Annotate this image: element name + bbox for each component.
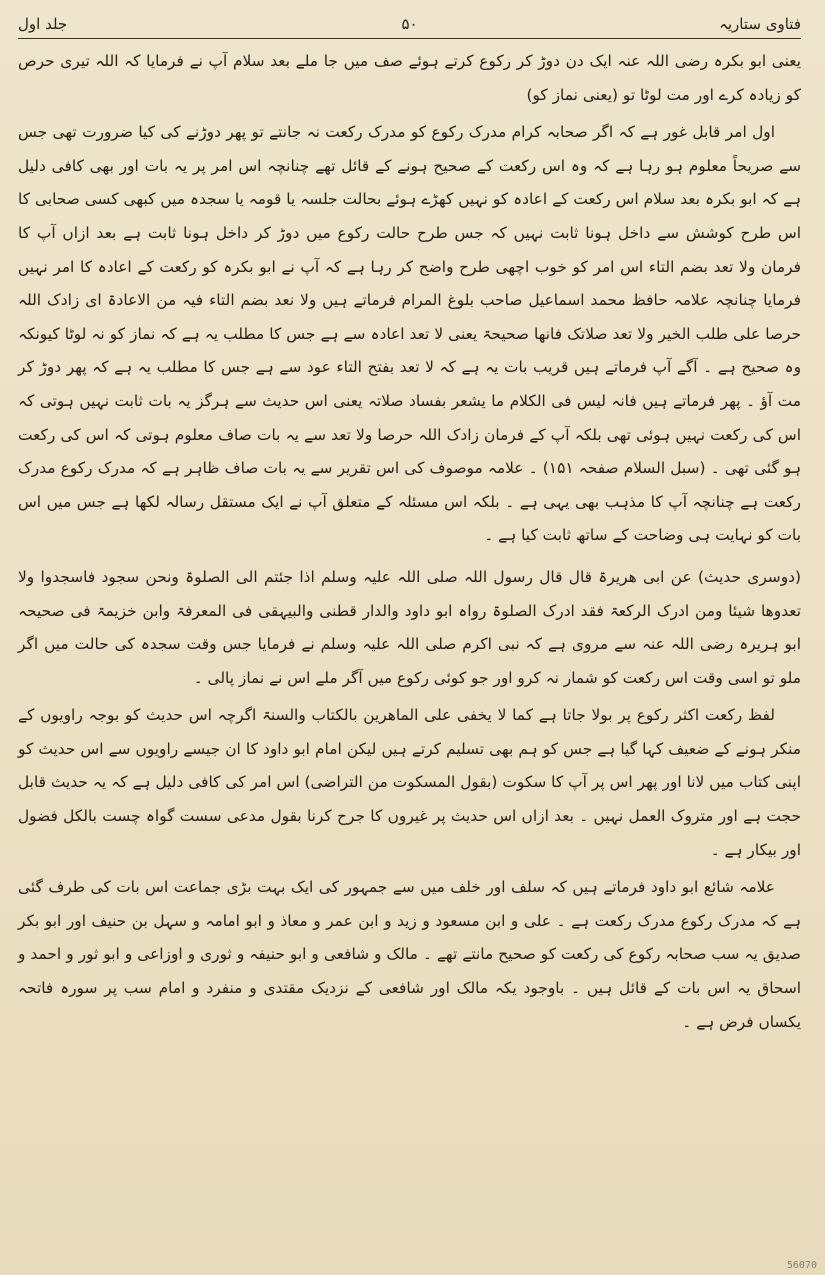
page-header <box>18 12 801 39</box>
paragraph-hadith-narration: یعنی ابو بکرہ رضی اللہ عنہ ایک دن دوڑ کر رکوع کرتے ہوئے صف میں جا ملے بعد سلام آپ نے فرمایا کہ اللہ تیری حرص کو زیادہ کرے اور مت لوٹا تو (یعنی نماز کو) <box>18 52 801 104</box>
paragraph-first-argument: اول امر قابل غور ہے کہ اگر صحابہ کرام مدرک رکوع کو مدرک رکعت نہ جانتے تو پھر دوڑنے کی کیا ضرورت تھی جس سے صریحاً معلوم ہو رہا ہے کہ وہ اس رکعت کے صحیح ہونے کے قائل تھے چنانچہ اس امر پر یہ بات اور بھی کافی دلیل ہے کہ ابو بکرہ بعد سلام اس رکعت کے اعادہ کو نہیں کھڑے ہوئے بحالت جلسہ یا قومہ یا سجدہ میں کبھی کسی صحابی کا اس طرح کوشش سے داخل ہونا ثابت نہیں کہ جس طرح حالت رکوع میں دوڑ کر داخل ہونا ثابت ہے بعد ازاں آپ کا فرمان ولا تعد بضم التاء اس امر کو خوب اچھی طرح واضح کر رہا ہے کہ آپ نے ابو بکرہ کو رکعت کے اعادہ کا امر نہیں فرمایا چنانچہ علامہ حافظ محمد اسماعیل صاحب بلوغ المرام فرماتے ہیں ولا نعد بضم التاء فیہ من الاعادۃ ای زادک اللہ حرصا علی طلب الخیر ولا تعد صلاتک فانھا صحیحۃ یعنی لا تعد اعادہ سے ہے جس کا مطلب یہ ہے کہ نماز کو نہ لوٹا کیونکہ وہ صحیح ہے ۔ آگے آپ فرماتے ہیں قریب بات یہ ہے کہ لا تعد بفتح التاء عود سے ہے جس کا مطلب یہ ہے کہ پھر دوڑ کر مت آؤ ۔ پھر فرماتے ہیں فانہ لیس فی الکلام ما یشعر بفساد صلاتہ یعنی اس حدیث سے ہرگز یہ بات ثابت نہیں ہوتی کہ اس کی رکعت نہیں ہوئی تھی بلکہ آپ کے فرمان زادک اللہ حرصا ولا تعد سے یہ بات صاف معلوم ہوتی کہ اس کی رکعت ہو گئی تھی ۔ (سبل السلام صفحہ ۱۵۱) ۔ علامہ موصوف کی اس تقریر سے یہ بات صاف ظاہر ہے کہ مدرک رکوع مدرک رکعت ہے چنانچہ آپ کا مذہب بھی یہی ہے ۔ بلکہ اس مسئلہ کے متعلق آپ نے ایک مستقل رسالہ لکھا ہے جس میں اس بات کو نہایت ہی وضاحت کے ساتھ ثابت کیا ہے ۔ <box>18 123 801 545</box>
page-number: ۵۰ <box>401 15 418 33</box>
paragraph-second-hadith: (دوسری حدیث) عن ابی ھریرۃ قال قال رسول اللہ صلی اللہ علیہ وسلم اذا جئتم الی الصلوۃ ونحن سجود فاسجدوا ولا تعدوھا شیئا ومن ادرک الرکعۃ فقد ادرک الصلوۃ رواہ ابو داود والدار قطنی والبیہقی فی المعرفۃ وابن خزیمۃ فی صحیحہ ابو ہریرہ رضی اللہ عنہ سے مروی ہے کہ نبی اکرم صلی اللہ علیہ وسلم نے فرمایا جس وقت سجدہ کی حالت میں اگر ملو تو اسی وقت اس رکعت کو شمار نہ کرو اور جو کوئی رکوع میں آگر ملے اس نے نماز پالی ۔ <box>18 567 801 687</box>
page-body <box>18 39 801 1039</box>
paragraph-word-rakat: لفظ رکعت اکثر رکوع پر بولا جاتا ہے کما لا یخفی علی الماھرین بالکتاب والسنۃ اگرچہ اس حدیث کو بوجہ راویوں کے منکر ہونے کے ضعیف کہا گیا ہے جس کو ہم بھی تسلیم کرتے ہیں لیکن امام ابو داود کا ان جیسے راویوں سے اس حدیث کو اپنی کتاب میں لانا اور پھر اس پر آپ کا سکوت (بقول المسکوت من التراضی) اس امر کی کافی دلیل ہے کہ یہ حدیث قابل حجت ہے اور متروک العمل نہیں ۔ بعد ازاں اس حدیث پر غیروں کا جرح کرنا بقول مدعی سست گواہ چست بالکل فضول اور بیکار ہے ۔ <box>18 706 801 859</box>
book-title: فتاوی ستاریہ <box>719 15 801 33</box>
paragraph-scholars-opinion: علامہ شائع ابو داود فرماتے ہیں کہ سلف اور خلف میں سے جمہور کی ایک بہت بڑی جماعت اس بات کی طرف گئی ہے کہ مدرک رکوع مدرک رکعت ہے ۔ علی و ابن مسعود و زید و ابن عمر و معاذ و ابو امامہ و سہل بن حنیف اور ابو بکر صدیق یہ سب صحابہ رکوع کی رکعت کو صحیح مانتے تھے ۔ مالک و شافعی و ابو حنیفہ و ثوری و اوزاعی و ابو ثور و احمد و اسحاق یہ اس بات کے قائل ہیں ۔ باوجود یکہ مالک اور شافعی کے نزدیک مقتدی و منفرد و امام سب پر سورہ فاتحہ یکساں فرض ہے ۔ <box>18 878 801 1031</box>
volume-label: جلد اول <box>18 15 68 33</box>
margin-stamp: 56070 <box>786 1260 817 1271</box>
